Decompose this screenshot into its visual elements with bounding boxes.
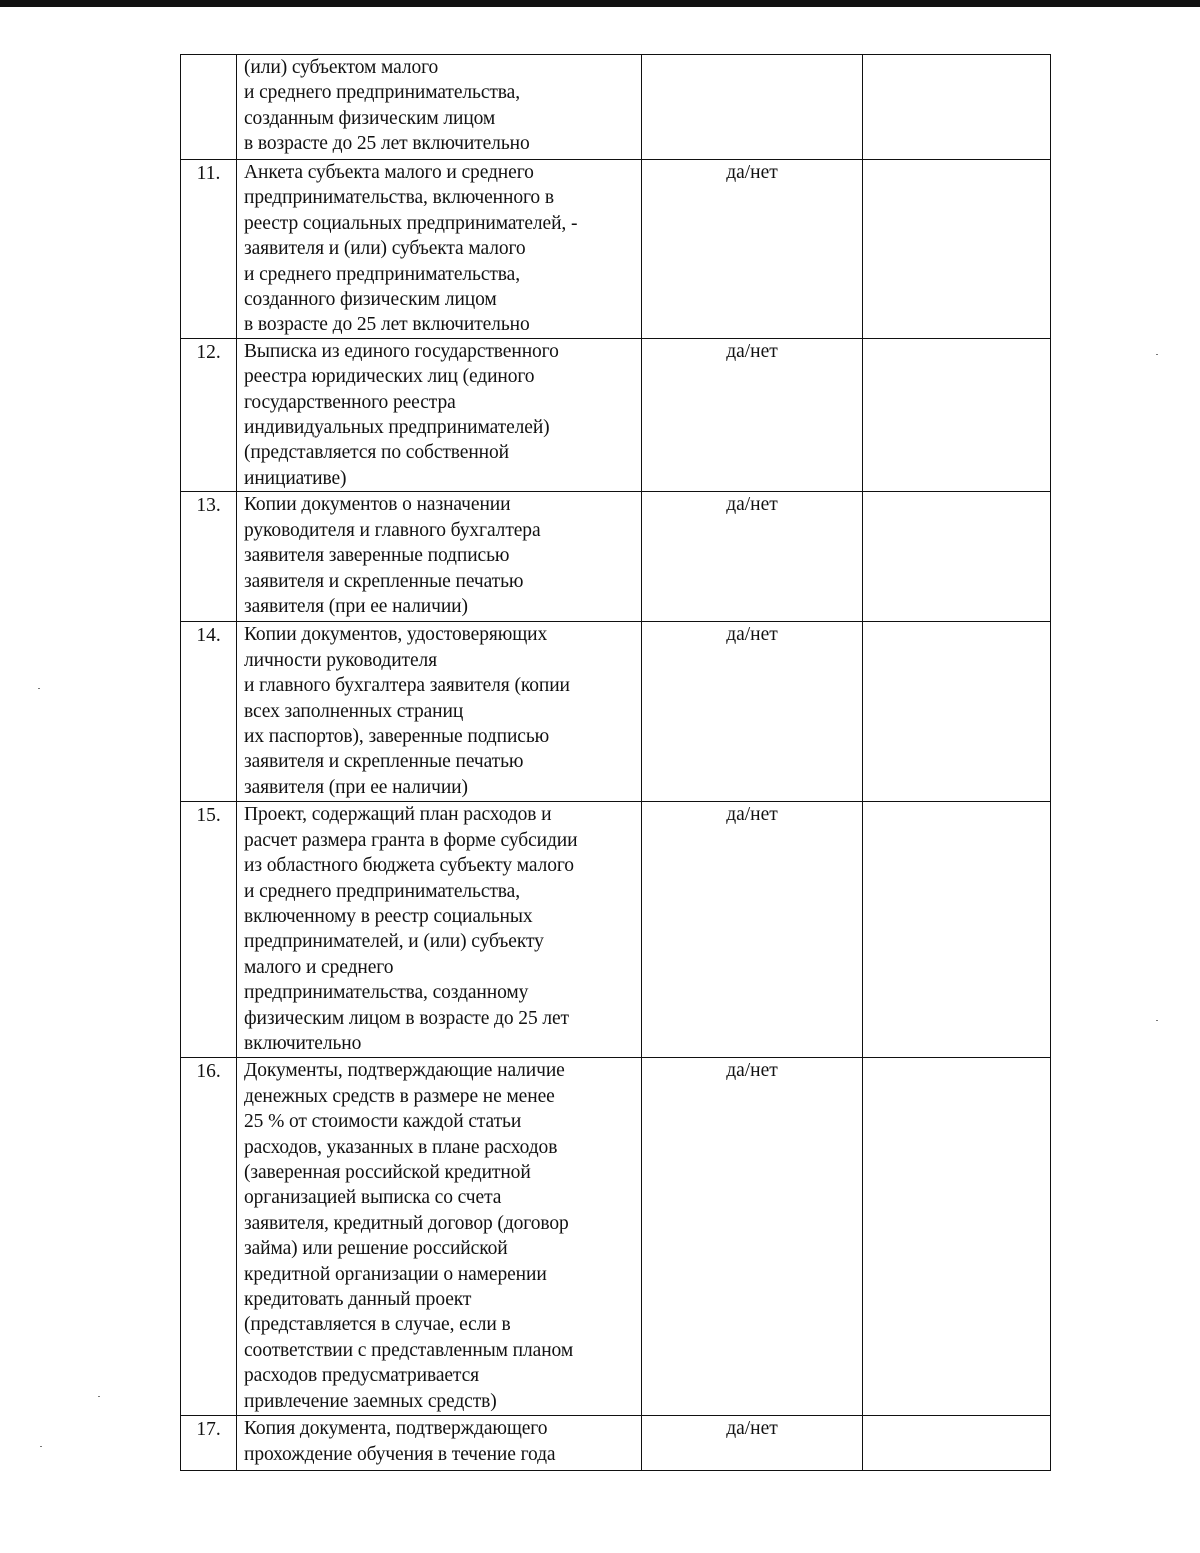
row-number: 12. — [181, 338, 237, 491]
scan-speck — [40, 1446, 42, 1447]
table-row — [181, 160, 1051, 339]
scan-speck — [1156, 354, 1158, 355]
note-cell — [863, 802, 1051, 1058]
note-cell — [863, 338, 1051, 491]
row-number: 13. — [181, 492, 237, 622]
table-row — [181, 622, 1051, 802]
row-number: 14. — [181, 622, 237, 802]
scan-speck — [98, 1396, 100, 1397]
table-row — [181, 338, 1051, 491]
document-description: Выписка из единого государственного реестра юридических лиц (единого государственного реестра индивидуальных предпринимателей) (представляется по собственной инициативе) — [237, 338, 642, 491]
document-description: Анкета субъекта малого и среднего предпринимательства, включенного в реестр социальных предпринимателей, - заявителя и (или) субъекта малого и среднего предпринимательства, созданного физическим лицом в возрасте до 25 лет включительно — [237, 160, 642, 339]
note-cell — [863, 160, 1051, 339]
presence-value — [642, 55, 863, 160]
presence-value: да/нет — [642, 338, 863, 491]
note-cell — [863, 1058, 1051, 1416]
table-row — [181, 55, 1051, 160]
note-cell — [863, 1416, 1051, 1471]
scan-speck — [1156, 1020, 1158, 1021]
row-number: 15. — [181, 802, 237, 1058]
row-number: 17. — [181, 1416, 237, 1471]
table-row — [181, 802, 1051, 1058]
presence-value: да/нет — [642, 622, 863, 802]
presence-value: да/нет — [642, 1058, 863, 1416]
row-number — [181, 55, 237, 160]
document-description: Проект, содержащий план расходов и расчет размера гранта в форме субсидии из областного бюджета субъекту малого и среднего предпринимательства, включенному в реестр социальных предпринимателей, и (или) субъекту малого и среднего предпринимательства, созданному физическим лицом в возрасте до 25 лет включительно — [237, 802, 642, 1058]
row-number: 16. — [181, 1058, 237, 1416]
document-description: Документы, подтверждающие наличие денежных средств в размере не менее 25 % от стоимости каждой статьи расходов, указанных в плане расходов (заверенная российской кредитной организацией выписка со счета заявителя, кредитный договор (договор займа) или решение российской кредитной организации о намерении кредитовать данный проект (представляется в случае, если в соответствии с представленным планом расходов предусматривается привлечение заемных средств) — [237, 1058, 642, 1416]
presence-value: да/нет — [642, 160, 863, 339]
documents-checklist-table — [180, 54, 1051, 1471]
note-cell — [863, 492, 1051, 622]
presence-value: да/нет — [642, 802, 863, 1058]
table-row — [181, 492, 1051, 622]
note-cell — [863, 55, 1051, 160]
document-description: Копии документов, удостоверяющих личности руководителя и главного бухгалтера заявителя (копии всех заполненных страниц их паспортов), заверенные подписью заявителя и скрепленные печатью заявителя (при ее наличии) — [237, 622, 642, 802]
table-row — [181, 1416, 1051, 1471]
document-description: Копии документов о назначении руководителя и главного бухгалтера заявителя заверенные подписью заявителя и скрепленные печатью заявителя (при ее наличии) — [237, 492, 642, 622]
table-row — [181, 1058, 1051, 1416]
scan-speck — [38, 688, 40, 689]
document-description: Копия документа, подтверждающего прохождение обучения в течение года — [237, 1416, 642, 1471]
top-scan-band — [0, 0, 1200, 7]
row-number: 11. — [181, 160, 237, 339]
document-description: (или) субъектом малого и среднего предпринимательства, созданным физическим лицом в возрасте до 25 лет включительно — [237, 55, 642, 160]
presence-value: да/нет — [642, 1416, 863, 1471]
presence-value: да/нет — [642, 492, 863, 622]
note-cell — [863, 622, 1051, 802]
